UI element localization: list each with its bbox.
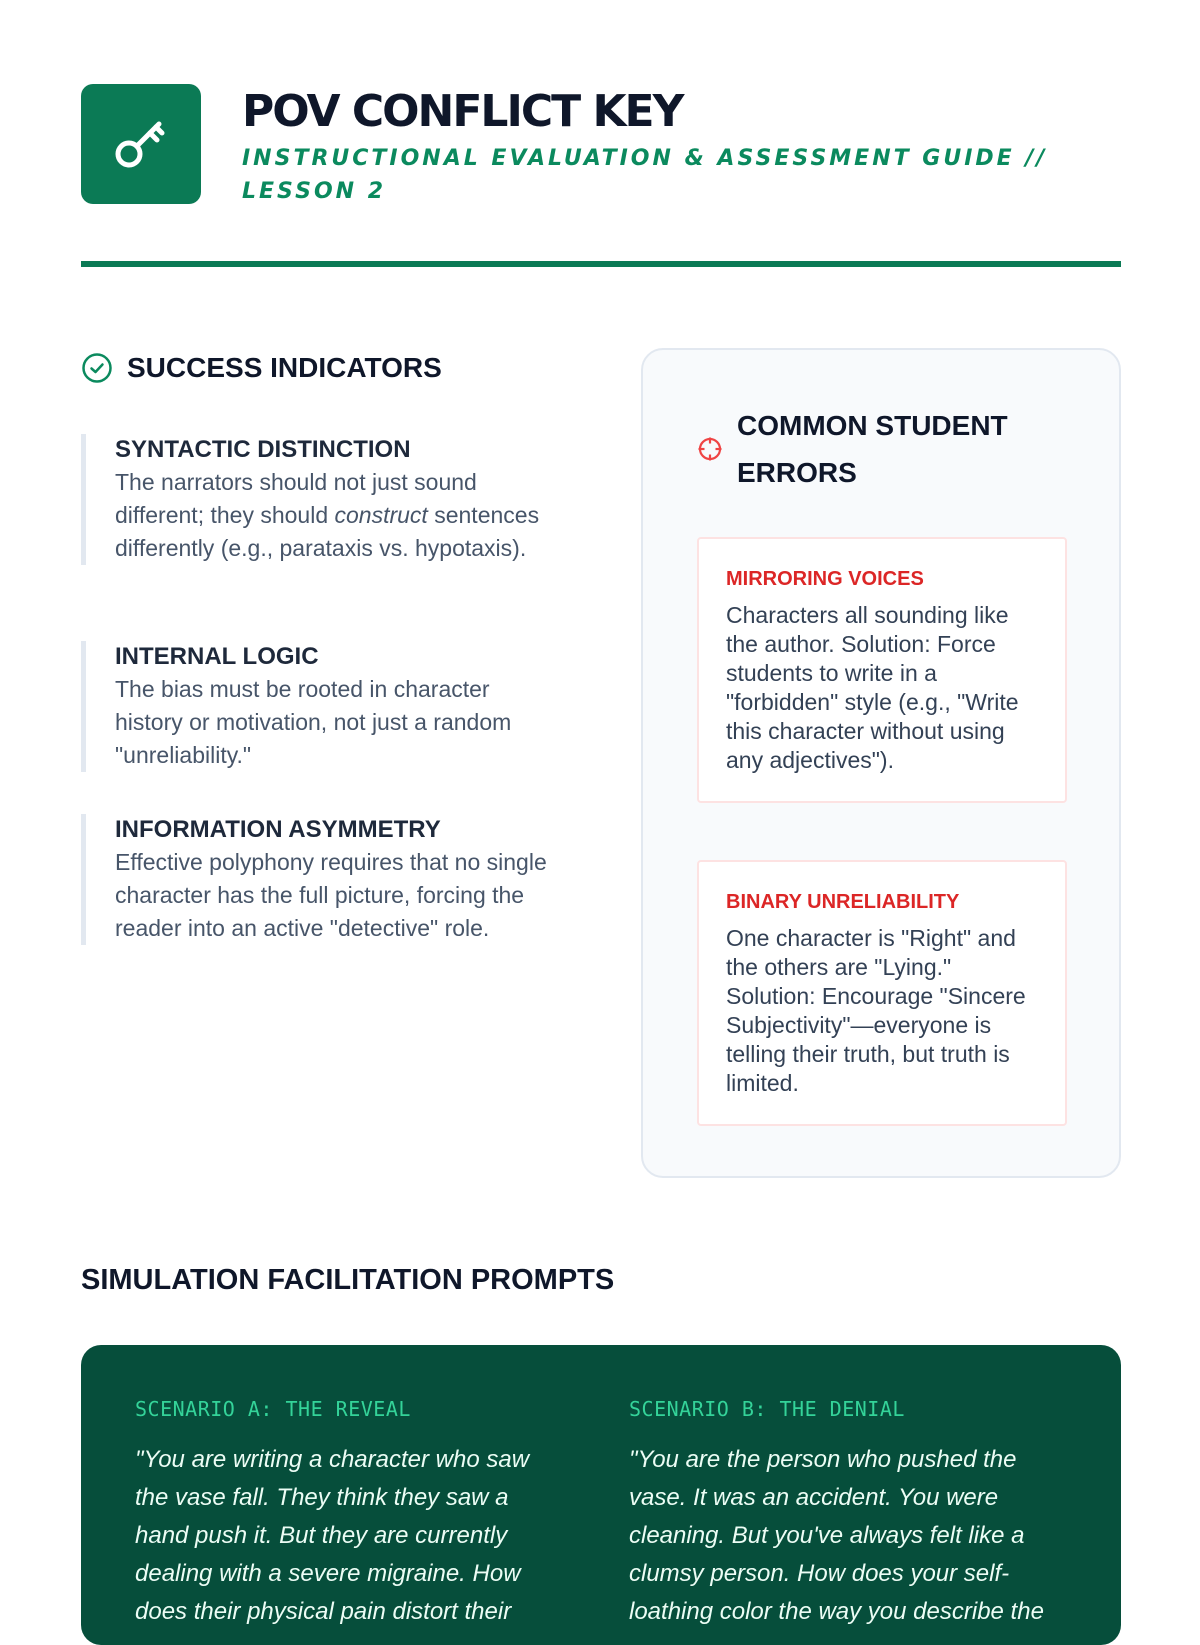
indicator-title: INFORMATION ASYMMETRY <box>115 816 441 843</box>
key-icon <box>109 112 173 176</box>
page-title: POV CONFLICT KEY <box>242 86 683 137</box>
indicator-item <box>81 814 561 945</box>
scenario-title: SCENARIO A: THE REVEAL <box>135 1397 411 1421</box>
indicator-body: The bias must be rooted in character history or motivation, not just a random "unreliability." <box>115 676 512 768</box>
scenario-title: SCENARIO B: THE DENIAL <box>629 1397 905 1421</box>
logo-badge <box>81 84 201 204</box>
indicator-body: The narrators should not just sound different; they should construct sentences differently (e.g., parataxis vs. hypotaxis). <box>115 469 540 561</box>
success-indicators-heading <box>81 352 442 384</box>
indicator-item <box>81 434 561 565</box>
error-card <box>697 537 1067 803</box>
simulation-panel <box>81 1345 1121 1645</box>
header-divider <box>81 261 1121 267</box>
scenario-body: "You are writing a character who saw the vase fall. They think they saw a hand push it. But they are currently dealing with a severe migraine. How does their physical pain distort their <box>135 1446 530 1625</box>
simulation-heading: SIMULATION FACILITATION PROMPTS <box>81 1264 615 1296</box>
page-header <box>81 84 1121 204</box>
scenario-card <box>629 1397 1049 1631</box>
section-title: COMMON STUDENT ERRORS <box>737 410 1008 488</box>
indicator-title: SYNTACTIC DISTINCTION <box>115 436 411 463</box>
section-title: SUCCESS INDICATORS <box>127 352 442 383</box>
scenario-card <box>135 1397 555 1631</box>
common-errors-panel <box>641 348 1121 1178</box>
common-errors-heading <box>697 402 1057 496</box>
indicator-item <box>81 641 561 772</box>
error-title: MIRRORING VOICES <box>726 568 924 590</box>
indicator-title: INTERNAL LOGIC <box>115 643 319 670</box>
indicator-body: Effective polyphony requires that no single character has the full picture, forcing the reader into an active "detective" role. <box>115 849 547 941</box>
crosshair-icon <box>697 436 723 462</box>
error-body: Characters all sounding like the author. Solution: Force students to write in a "forbidden" style (e.g., "Write this character without using any adjectives"). <box>726 602 1019 773</box>
error-title: BINARY UNRELIABILITY <box>726 891 960 913</box>
page-subtitle: INSTRUCTIONAL EVALUATION & ASSESSMENT GUIDE // LESSON 2 <box>242 146 1048 204</box>
scenario-body: "You are the person who pushed the vase. It was an accident. You were cleaning. But you've always felt like a clumsy person. How does your self-loathing color the way you describe the <box>629 1446 1044 1625</box>
check-circle-icon <box>81 352 113 384</box>
error-card <box>697 860 1067 1126</box>
error-body: One character is "Right" and the others are "Lying." Solution: Encourage "Sincere Subjectivity"—everyone is telling their truth, but truth is limited. <box>726 925 1026 1096</box>
